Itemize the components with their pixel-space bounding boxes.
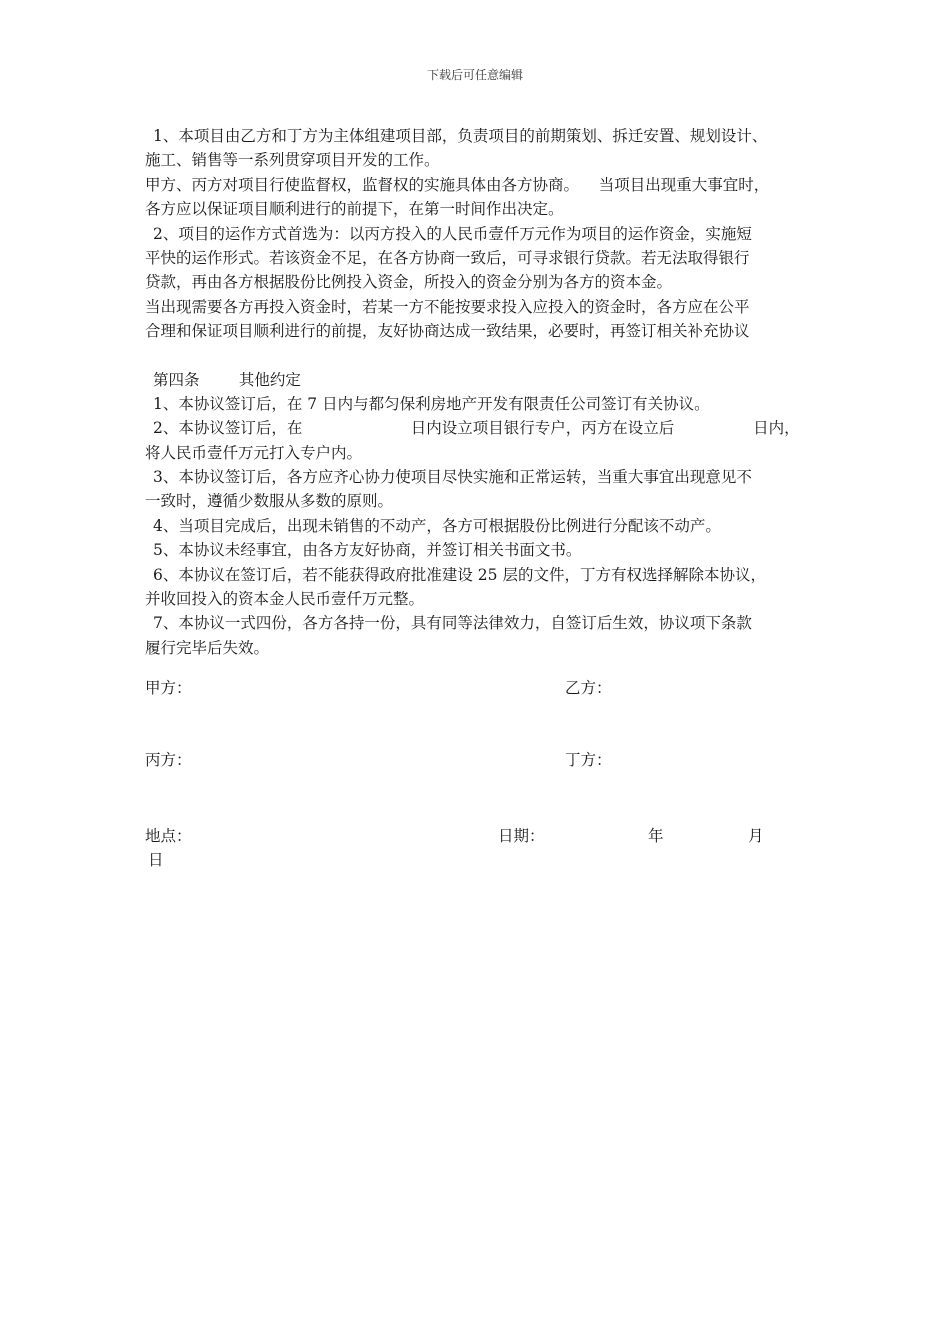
party-a-label: 甲方： [145, 679, 192, 697]
paragraph-line: 履行完毕后失效。 [145, 638, 270, 657]
party-b-label: 乙方： [565, 679, 612, 697]
paragraph-line: 5、本协议未经事宜，由各方友好协商，并签订相关书面文书。 [153, 541, 582, 560]
paragraph-line: 合理和保证项目顺利进行的前提，友好协商达成一致结果，必要时，再签订相关补充协议 [145, 322, 750, 341]
paragraph-line: 7、本协议一式四份，各方各持一份，具有同等法律效力，自签订后生效，协议项下条款 [153, 614, 752, 633]
paragraph-line: 施工、销售等一系列贯穿项目开发的工作。 [145, 151, 440, 170]
paragraph-line: 4、当项目完成后，出现未销售的不动产，各方可根据股份比例进行分配该不动产。 [153, 516, 721, 535]
paragraph-line: 平快的运作形式。若该资金不足，在各方协商一致后，可寻求银行贷款。若无法取得银行 [145, 248, 750, 267]
year-label: 年 [648, 827, 664, 845]
paragraph-line: 3、本协议签订后，各方应齐心协力使项目尽快实施和正常运转，当重大事宜出现意见不 [153, 468, 752, 487]
paragraph-line: 贷款，再由各方根据股份比例投入资金，所投入的资金分别为各方的资本金。 [145, 273, 673, 292]
paragraph-line: 1、本协议签订后，在 7 日内与都匀保利房地产开发有限责任公司签订有关协议。 [153, 394, 710, 413]
place-label: 地点： [145, 827, 192, 845]
month-label: 月 [748, 827, 764, 845]
paragraph-line: 一致时，遵循少数服从多数的原则。 [145, 492, 394, 511]
paragraph-line: 各方应以保证项目顺利进行的前提下，在第一时间作出决定。 [145, 200, 564, 219]
page-header: 下载后可任意编辑 [426, 68, 523, 82]
paragraph-line: 1、本项目由乙方和丁方为主体组建项目部，负责项目的前期策划、拆迁安置、规划设计、 [153, 127, 768, 145]
party-c-label: 丙方： [145, 751, 192, 769]
day-label: 日 [148, 851, 164, 869]
paragraph-line: 6、本协议在签订后，若不能获得政府批准建设 25 层的文件，丁方有权选择解除本协议， [153, 565, 766, 584]
paragraph-line: 当出现需要各方再投入资金时，若某一方不能按要求投入应投入的资金时，各方应在公平 [145, 297, 750, 316]
document-body [145, 124, 817, 660]
paragraph-line: 并收回投入的资本金人民币壹仟万元整。 [145, 590, 425, 609]
party-d-label: 丁方： [565, 751, 612, 769]
section-title: 第四条 其他约定 [153, 370, 301, 389]
paragraph-line: 2、本协议签订后，在 日内设立项目银行专户，丙方在设立后 日内， [153, 419, 800, 438]
paragraph-line: 甲方、丙方对项目行使监督权，监督权的实施具体由各方协商。 当项目出现重大事宜时， [145, 175, 770, 194]
paragraph-line: 将人民币壹仟万元打入专户内。 [145, 443, 363, 462]
date-label: 日期： [498, 827, 545, 845]
paragraph-line: 2、项目的运作方式首选为：以丙方投入的人民币壹仟万元作为项目的运作资金，实施短 [153, 224, 752, 243]
